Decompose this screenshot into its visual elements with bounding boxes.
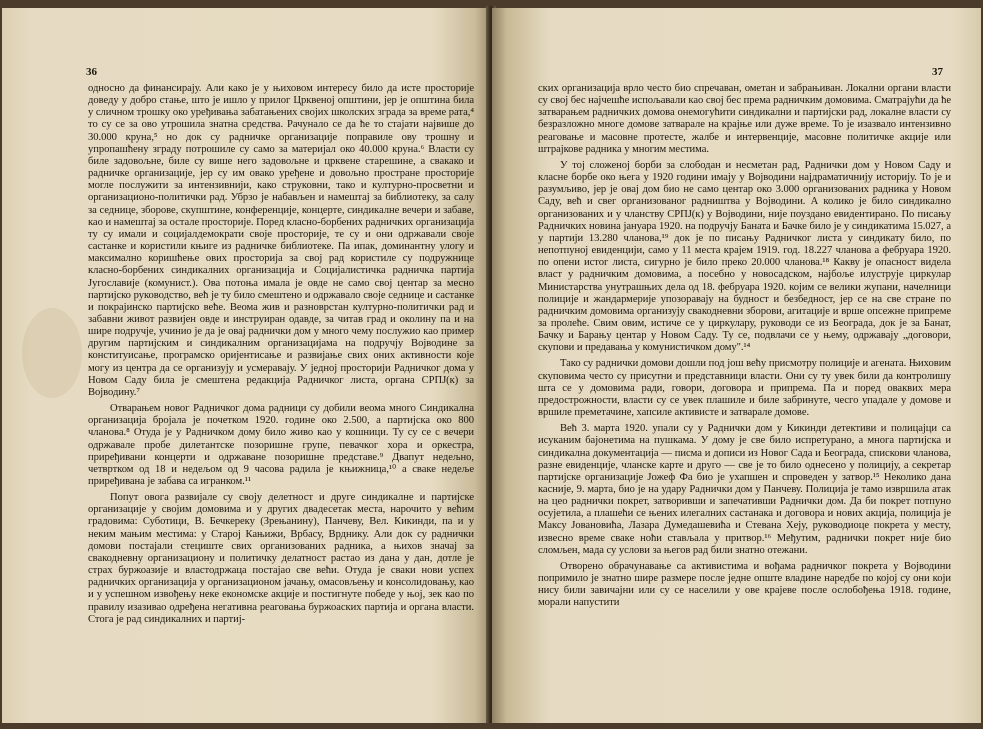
paragraph: Отворено обрачунавање са активистима и вођама радничког покрета у Војводини попримило је знатно шире размере после једне опште владине наредбе по којој су они који нису били завичајни или су се населили у ове крајеве после ослобођења 1918. године, морали напустити <box>538 560 951 609</box>
paragraph: Већ 3. марта 1920. упали су у Раднички дом у Кикинди детективи и полицајци са исуканим бајонетима на пушкама. У дому је све било испретурано, а многа партијска и синдикална документација — писма и дописи из Новог Сада и Београда, спискови чланова, разне евиденције, чланске карте и друго — све је то било однесено у полицију, а секретар партијске организације Јожеф Фа био је ухапшен и спроведен у затвор.¹⁵ Неколико дана касније, 9. марта, био је на удару Раднички дом у Панчеву. Полиција је тамо извршила атак на цео раднички покрет, затворивши и запечативши Раднички дом. Да би покрет потпуно осујетила, а плашећи се њених илегалних састанака и договора и нових акција, полиција је Максу Јовановића, Лазара Думедашевића и Стевана Хеју, руководиоце покрета у месту, извесно време свакe ноћи стављала у притвор.¹⁶ Међутим, раднички покрет није био сломљен, мада су услови за његов рад били знатно отежани. <box>538 423 951 556</box>
right-page-text <box>538 83 951 610</box>
paragraph: односно да финансирају. Али како је у њиховом интересу било да исте просторије доведу у добро стање, што је ишло у прилог Црквеној општини, јер је општина била у сличном трошку око уређивања забатањених својих школских зграда за време рата,⁴ то су се за ово утрошила знатна средства. Рачунало се да ће то стајати највише до 30.000 круна,⁵ но док су радничке организације поправиле ову трошну и упропашћену зграду потрошиле су само за материјал око 40.000 круна.⁶ Власти су биле задовољне, биле су више него задовољне и црквене старешине, а свакако и радничке организације, јер су им овако уређене и довољно простране просторије могле послужити за интензивнији, како струковни, тако и културно-просветни и организационо-политички рад. Убрзо је набављен и намештај за библиотеку, за салу за седнице, зборове, скупштине, конференције, концерте, синдикалне вечери и забаве, као и намештај за остале просторије. Поред класно-борбених радничких организација ту су имали и социјалдемократи своје просторије, те су и они одржавали своје састанке и користили књиге из радничке библиотеке. Па ипак, доминантну улогу и максимално коришћење ових просторија за свој рад користиле су подружнице класно-борбених синдикалних организација и Социјалистичка радничка партија Југославије (комунист.). Ова потоња имала је овде не само свој центар за месно партијско руководство, већ је ту било смештено и одржавало своје седнице и састанке и покрајинско партијско веће. Веома жив и разноврстан културно-политички рад и забавни живот развијен овде и инструиран одавде, за читав град и околину па и на шире подручје, учинио је да је овај раднички дом у много чему послужио као пример другим партијским и синдикалним организацијама на подручју Војводине за конституисање, програмско оријентисање и развијање свих оних активности које могу из центра да се организују и усмеравају. У једној просторији Радничког дома у Новом Саду била је смештена редакција Радничког листа, органа СРПЈ(к) за Војводину.⁷ <box>88 83 474 398</box>
left-page-text <box>88 83 474 626</box>
paragraph: Попут овога развијале су своју делетност и друге синдикалне и партијске организације у својим домовима и у других двадесетак места, нарочито у већим градовима: Суботици, В. Бечкереку (Зрењанину), Панчеву, Вел. Кикинди, па и у неким мањим местима: у Старој Кањижи, Врбасу, Врднику. Али док су раднички домови постајали стециште свих организованих радника, а њихов значај за свакодневну организациону и политичку делатност растао из дана у дан, дотле је страх буржоазије и властодржаца постајао све већи. Отуда је сваки нови успех радничких организација у организационом јачању, омасовљењу и консолидовању, као и у успешном извођењу неке економске акције и постигнуте победе у њој, зек као по правилу изазивао одређена негативна реаговања буржоаских партија и органа власти. Стога је рад синдикалних и партиј- <box>88 492 474 625</box>
paragraph: У тој сложеној борби за слободан и несметан рад, Раднички дом у Новом Саду и класне борбе око њега у 1920 години имају у Војводини најдраматичнију историју. То је и разумљиво, јер је овај дом био не само центар око 3.000 организованих радника у Новом Саду, већ и свег организованог радништва у Војводини. А колико је било синдикално организованих и у чланству СРПЈ(к) у Војводини, није поуздано евидентирано. По писању Радничких новина јануара 1920. на подручју Баната и Бачке било је у синдикатима 15.027, а у партији 13.280 чланова,¹⁹ док је по писању Радничког листа у синдикату било, по непотпуној евиденцији, само у 11 места крајем 1919. год. 18.227 чланова а фебруара 1920. по опени истог листа, сигурно је било преко 20.000 чланова.¹⁸ Какву је опасност видела власт у радничким домовима, а посебно у новосадском, најбоље илуструје циркулар Министарства унутрашњих дела од 18. фебруара 1920. којим се велики жупани, начелници полиције и жандармерије упозоравају на будност и безбедност, јер се на све стране по радничким домовима организују свакодневни зборови, агитације и врше опсежне припреме за пролеће. Свим овим, истиче се у циркулару, руководи се из Београда, док је за Банат, Бачку и Барању центар у Новом Саду. Ту се, подвлачи се у њему, одржавају „договори, скупови и предавања у комунистичком дому".¹⁴ <box>538 159 951 354</box>
paragraph: ских организација врло често био спречаван, ометан и забрањиван. Локални органи власти су свој бес најчешће испољавали као свој бес према радничким домовима. Сматрајући да ће затварањем радничких домова онемогућити синдикални и партијски рад, локалне власти су безразложно многе домове затварале на крајње или дуже време. То је изазвало интензивно реаговање и масовне протесте, жалбе и интервенције, масовне политичке акције или штрајкове радника у многим местима. <box>538 83 951 155</box>
right-page <box>492 8 981 723</box>
left-page <box>2 8 490 723</box>
paragraph: Тако су раднички домови дошли под још већу присмотру полиције и агената. Њиховим скуповима често су присутни и представници власти. Они су ту увек били да контролишу шта се у домовима ради, говори, договора и припрема. Па и поред оваквих мера предострожности, власти су се увек плашиле и биле забринуте, чесго упадале у домове и вршиле преметачине, хапсиле активисте и затварале домове. <box>538 358 951 419</box>
page-number-right: 37 <box>932 66 943 78</box>
page-number-left: 36 <box>86 66 97 78</box>
paper-stain <box>22 308 82 398</box>
paragraph: Отварањем новог Радничког дома радници су добили веома много Синдикална организација бројала је почетком 1920. године око 2.500, а партијска око 800 чланова.⁸ Отуда је у Радничком дому било живо као у кошници. Ту су се с вечери одржавале пробе дилетантске позоришне групе, певачког хора и оркестра, приређивани концерти и одржаване позоришне представе.⁹ Двапут недељно, четвртком од 18 и недељом од 9 часова радила је књижница,¹⁰ а сваке недеље приређивана је забава са игранком.¹¹ <box>88 403 474 487</box>
